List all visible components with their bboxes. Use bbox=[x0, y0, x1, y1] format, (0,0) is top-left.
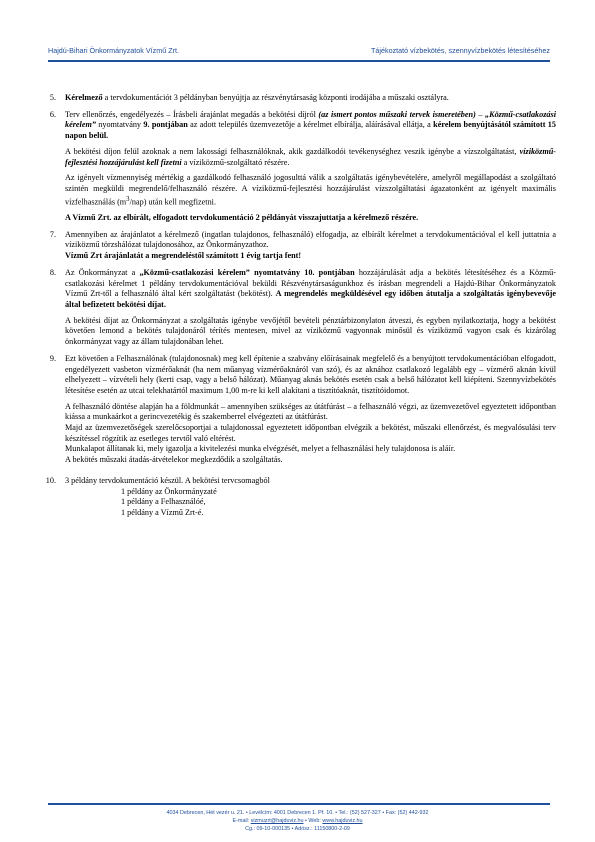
paragraph bbox=[65, 173, 556, 208]
page-header bbox=[48, 46, 550, 55]
item-content bbox=[65, 354, 556, 466]
copy-list bbox=[121, 487, 556, 519]
header-rule bbox=[48, 60, 550, 62]
paragraph: Amennyiben az árajánlatot a kérelmező (ingatlan tulajdonos, felhasználó) elfogadja, az elbírált kérelmet a tervdokumentációval el kell juttatnia a víziközmű törzshálózat tulajdonosához, az Önkormányzathoz. bbox=[65, 229, 556, 250]
footer-contact bbox=[0, 817, 595, 825]
footer-address: 4034 Debrecen, Hét vezér u. 21. • Levélcím: 4001 Debrecen 1. Pf. 10. • Tel.: (52) 527-327 • Fax: (52) 442-932 bbox=[166, 810, 429, 816]
list-item-5 bbox=[38, 93, 556, 104]
list-item-9 bbox=[38, 354, 556, 466]
header-document-title: Tájékoztató vízbekötés, szennyvízbekötés létesítéséhez bbox=[371, 46, 550, 55]
item-number: 10. bbox=[45, 475, 56, 485]
item-content bbox=[65, 230, 556, 262]
list-item-7 bbox=[38, 230, 556, 262]
paragraph bbox=[65, 147, 556, 168]
item-content bbox=[65, 268, 556, 348]
page-footer bbox=[0, 809, 595, 833]
unit-text: (m bbox=[115, 197, 127, 207]
text: az adott település üzemvezetője a kérelmet elbírálja, aláírásával ellátja, a bbox=[187, 120, 434, 130]
bold-italic-text: víziközmű-fejlesztési hozzájárulást kell fizetni bbox=[65, 146, 556, 167]
bold-text: A megrendelés megküldésével egy időben átutalja a szolgáltatás igénybevevője által befizetett bekötési díjat. bbox=[65, 289, 556, 309]
paragraph bbox=[65, 268, 556, 311]
item-number: 6. bbox=[49, 109, 56, 119]
bold-text: Kérelmező bbox=[65, 93, 103, 102]
unit-superscript: 3 bbox=[126, 195, 130, 203]
web-link[interactable]: www.hajduviz.hu bbox=[322, 818, 363, 824]
paragraph bbox=[65, 251, 556, 262]
footer-registration: Cg.: 09-10-000135 • Adósz.: 11150800-2-09 bbox=[245, 826, 350, 832]
list-item-10 bbox=[38, 476, 556, 519]
footer-rule bbox=[48, 803, 550, 805]
item-number: 9. bbox=[49, 353, 56, 363]
paragraph: 3 példány tervdokumentáció készül. A bekötési tervcsomagból bbox=[65, 475, 270, 485]
document-body bbox=[38, 93, 556, 525]
copy-item: 1 példány az Önkormányzaté bbox=[121, 486, 217, 496]
item-number: 5. bbox=[49, 93, 56, 102]
bold-text: A Vízmű Zrt. az elbírált, elfogadott tervdokumentáció 2 példányát visszajuttatja a kérelmező részére. bbox=[65, 213, 419, 223]
paragraph bbox=[65, 110, 556, 142]
bold-italic-text: (az ismert pontos műszaki tervek ismeretében) bbox=[318, 109, 476, 119]
item-content bbox=[65, 110, 556, 224]
text: – bbox=[475, 109, 486, 119]
item-content bbox=[65, 93, 556, 104]
text: Az Önkormányzat a bbox=[65, 267, 140, 277]
paragraph: A bekötés műszaki átadás-átvételekor megkezdődik a szolgáltatás. bbox=[65, 455, 283, 465]
item-number: 7. bbox=[49, 229, 56, 239]
text: hozzájárulását adja a bekötés létesítéséhez és a Közmű-csatlakozási kérelmet 1 példány tervdokumentációval beküldi Részvénytársaságunkhoz és írásban megrendeli a Hajdú-Bihar Önkormányzatok Vízmű Zrt-től a felhasználó által kért szolgáltatást (bekötést). bbox=[65, 267, 556, 299]
header-company: Hajdú-Bihari Önkormányzatok Vízmű Zrt. bbox=[48, 46, 180, 55]
text: A bekötési díjon felül azoknak a nem lakossági felhasználóknak, akik gazdálkodói tevékenységhez veszik igénybe a vízszolgáltatást, bbox=[65, 146, 520, 156]
bold-text: 9. pontjában bbox=[143, 120, 188, 130]
text: Terv ellenőrzés, engedélyezés – Írásbeli árajánlat megadás a bekötési díjról bbox=[65, 109, 319, 119]
list-item-6 bbox=[38, 110, 556, 224]
text: Az igényelt vízmennyiség mértékig a gazdálkodó felhasználó jogosulttá válik a szolgáltatás igénybevételére, amelyről megállapodást a szolgáltató szintén megküldi megrendelő/felhasználó részére. A víziközmű-fejlesztési hozzájárulást vízszolgáltatási ágazatonként az igényelt maximális vízfelhasználás bbox=[65, 173, 556, 207]
text: a víziközmű-szolgáltató részére. bbox=[181, 157, 290, 167]
paragraph bbox=[65, 213, 556, 224]
paragraph: Ezt követően a Felhasználónak (tulajdonosnak) meg kell építenie a szabvány előírásainak megfelelő és a benyújtott tervdokumentációban elfogadott, engedélyezett vasbeton vízmérőaknát (ha nem műanyag vízmérőaknáról van szó), és az aknához csatlakozó legalább egy – vízmérő aknán kívül elhelyezett – vízvételi hely (kerti csap, vagy a belső hálózat). Műanyag aknás bekötés esetén csak a belső hálózatot kell kiépíteni. Szennyvízbekötés létesítése esetén az utcai telekhatártól maximum 1,00 m-re ki kell alakítani a tisztítóaknát, tisztítóidomot. bbox=[65, 353, 556, 395]
deadline-text: kérelem benyújtásától számított 15 napon belül. bbox=[65, 120, 556, 141]
paragraph bbox=[65, 93, 556, 104]
copy-item: 1 példány a Felhasználóé, bbox=[121, 497, 206, 507]
copy-item: 1 példány a Vízmű Zrt-é. bbox=[121, 507, 204, 517]
paragraph: A felhasználó döntése alapján ha a földmunkát – amennyiben szükséges az útátfúrást – a felhasználó végzi, az üzemvezetővel egyeztetett időpontban kiássa a munkaárkot a gerincvezetékig és szakemberrel elvégezteti az útátfúrást. bbox=[65, 401, 556, 422]
bold-text: „Közmű-csatlakozási kérelem” nyomtatvány 10. pontjában bbox=[139, 267, 355, 277]
paragraph: A bekötési díjat az Önkormányzat a szolgáltatás igénybe vevőjétől bevételi pénztárbizonylaton átveszi, és egyben nyilatkoztatja, hogy a bekötést követően lemond a bekötés tulajdonáról térítés mentesen, mivel az víziközmű vagyonnak minősül és víziközmű vagyon csak és kizárólag önkormányzat vagy az állam tulajdonában lehet. bbox=[65, 315, 556, 347]
item-content bbox=[65, 476, 556, 519]
paragraph: Munkalapot állítanak ki, mely igazolja a kivitelezési munka elvégzését, melyet a felhasználási hely tulajdonosa is aláír. bbox=[65, 444, 456, 454]
bold-text: Vízmű Zrt árajánlatát a megrendeléstől számított 1 évig tartja fent! bbox=[65, 251, 302, 261]
email-label: E-mail: bbox=[232, 818, 251, 824]
item-number: 8. bbox=[49, 267, 56, 277]
email-link[interactable]: vizmuzrt@hajduviz.hu bbox=[250, 818, 304, 824]
form-name: „Közmű-csatlakozási kérelem” bbox=[65, 109, 556, 130]
list-item-8 bbox=[38, 268, 556, 348]
unit-text: /nap) után kell megfizetni. bbox=[129, 197, 216, 207]
text: a tervdokumentációt 3 példányban benyújtja az részvénytársaság központi irodájába a műszaki osztályra. bbox=[102, 93, 449, 102]
paragraph: Majd az üzemvezetőségek szerelőcsoportjai a tulajdonossal egyeztetett időpontban elvégzik a bekötést, műszaki ellenőrzést, és megvalósulási terv készítéssel rögzítik az esetleges tervtől való eltérést. bbox=[65, 423, 556, 443]
web-label: • Web: bbox=[303, 818, 323, 824]
text: nyomtatvány bbox=[95, 120, 144, 130]
